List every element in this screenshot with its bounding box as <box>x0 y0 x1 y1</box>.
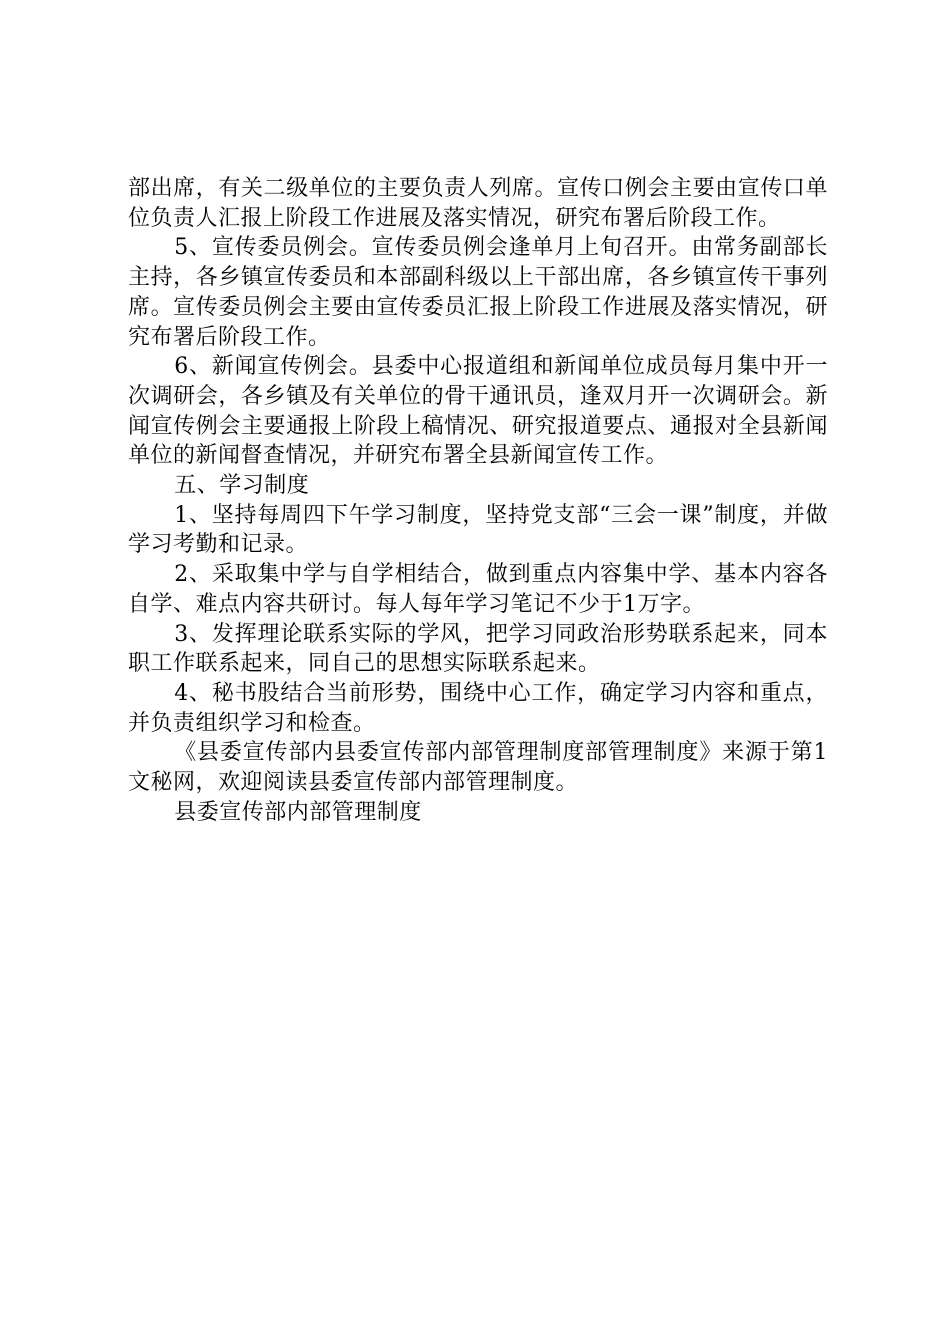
paragraph-study-2: 2、采取集中学与自学相结合，做到重点内容集中学、基本内容各自学、难点内容共研讨。每人每年学习笔记不少于1万字。 <box>128 562 828 617</box>
paragraph-source-note: 《县委宣传部内县委宣传部内部管理制度部管理制度》来源于第1文秘网，欢迎阅读县委宣传部内部管理制度。 <box>128 740 828 796</box>
paragraph-study-4: 4、秘书股结合当前形势，围绕中心工作，确定学习内容和重点，并负责组织学习和检查。 <box>128 680 828 736</box>
document-body <box>128 174 828 827</box>
paragraph-study-1: 1、坚持每周四下午学习制度，坚持党支部“三会一课”制度，并做学习考勤和记录。 <box>128 502 828 558</box>
paragraph-closing-title: 县委宣传部内部管理制度 <box>174 799 422 825</box>
paragraph-item-6: 6、新闻宣传例会。县委中心报道组和新闻单位成员每月集中开一次调研会，各乡镇及有关单位的骨干通讯员，逢双月开一次调研会。新闻宣传例会主要通报上阶段上稿情况、研究报道要点、通报对全县新闻单位的新闻督查情况，并研究布署全县新闻宣传工作。 <box>128 354 828 469</box>
paragraph-item-5: 5、宣传委员例会。宣传委员例会逢单月上旬召开。由常务副部长主持，各乡镇宣传委员和本部副科级以上干部出席，各乡镇宣传干事列席。宣传委员例会主要由宣传委员汇报上阶段工作进展及落实情况，研究布署后阶段工作。 <box>128 235 828 350</box>
section-heading-study-system: 五、学习制度 <box>174 473 310 499</box>
paragraph-continuation: 部出席，有关二级单位的主要负责人列席。宣传口例会主要由宣传口单位负责人汇报上阶段工作进展及落实情况，研究布署后阶段工作。 <box>128 176 828 231</box>
paragraph-study-3: 3、发挥理论联系实际的学风，把学习同政治形势联系起来，同本职工作联系起来，同自己的思想实际联系起来。 <box>128 621 828 677</box>
